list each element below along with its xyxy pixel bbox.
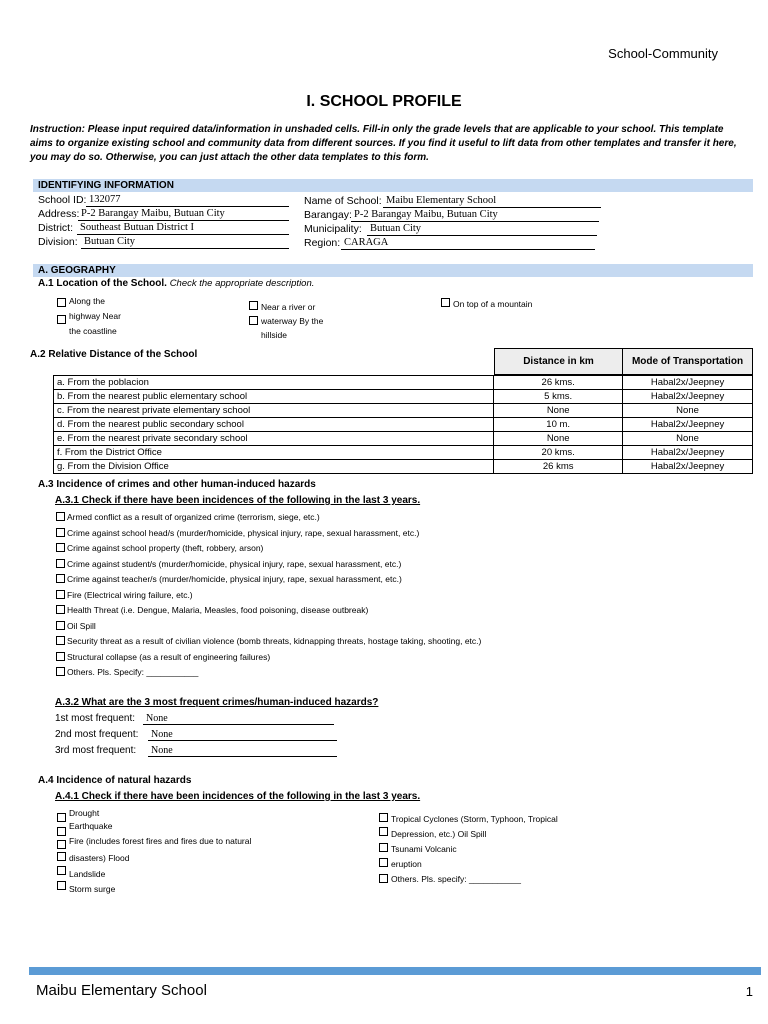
distance-row-label: d. From the nearest public secondary school <box>54 418 494 432</box>
location-options-col2 <box>261 300 323 342</box>
region-label: Region: <box>304 237 341 249</box>
school-name-label: Name of School: <box>304 195 382 207</box>
distance-value[interactable]: None <box>494 432 623 446</box>
transport-mode-value[interactable]: Habal2x/Jeepney <box>623 376 753 390</box>
a31-heading: A.3.1 Check if there have been incidences of the following in the last 3 years. <box>55 495 421 506</box>
hazard-item[interactable] <box>56 572 481 588</box>
distance-row-label: f. From the District Office <box>54 446 494 460</box>
hazard-item[interactable] <box>56 557 481 573</box>
natural-cyclone-checkbox[interactable] <box>379 813 388 822</box>
hazard-label: Crime against school head/s (murder/homicide, physical injury, rape, sexual harassment, etc.) <box>67 527 420 538</box>
hazard-item[interactable] <box>56 541 481 557</box>
hazard-label: Oil Spill <box>67 620 96 631</box>
distance-row-label: a. From the poblacion <box>54 376 494 390</box>
location-option-text: hillside <box>261 330 287 340</box>
natural-others-checkbox[interactable] <box>379 874 388 883</box>
hazard-label: Health Threat (i.e. Dengue, Malaria, Measles, food poisoning, disease outbreak) <box>67 605 369 615</box>
freq-2-field[interactable]: None <box>148 729 337 741</box>
distance-table <box>53 375 753 474</box>
hazard-checkbox[interactable] <box>56 667 65 676</box>
hazard-checkbox[interactable] <box>56 574 65 583</box>
natural-tsunami-checkbox[interactable] <box>379 843 388 852</box>
hazard-label: Crime against school property (theft, robbery, arson) <box>67 543 264 553</box>
freq-2-label: 2nd most frequent: <box>55 729 139 740</box>
distance-value[interactable]: 26 kms. <box>494 376 623 390</box>
hazard-label: Crime against student/s (murder/homicide, physical injury, rape, sexual harassment, etc.) <box>67 558 402 569</box>
address-label: Address: <box>38 208 80 220</box>
hazard-checkbox[interactable] <box>56 512 65 521</box>
location-near-river-checkbox[interactable] <box>249 301 258 310</box>
hazard-checkbox[interactable] <box>56 559 65 568</box>
a4-heading: A.4 Incidence of natural hazards <box>38 775 192 786</box>
natural-option-text: eruption <box>391 859 422 869</box>
hazard-checkbox[interactable] <box>56 543 65 552</box>
natural-option-text: Landslide <box>69 869 106 879</box>
hazard-checkbox[interactable] <box>56 636 65 645</box>
distance-row-label: c. From the nearest private elementary school <box>54 404 494 418</box>
natural-volcanic-checkbox[interactable] <box>379 858 388 867</box>
distance-row <box>54 418 753 432</box>
location-options-col1 <box>69 294 121 339</box>
hazard-label: Armed conflict as a result of organized crime (terrorism, siege, etc.) <box>67 512 320 522</box>
hazard-checkbox[interactable] <box>56 652 65 661</box>
natural-option-text: Tsunami Volcanic <box>391 844 457 854</box>
hazard-item[interactable] <box>56 510 481 526</box>
address-field[interactable]: P-2 Barangay Maibu, Butuan City <box>78 208 289 221</box>
distance-value[interactable]: None <box>494 404 623 418</box>
distance-value[interactable]: 5 kms. <box>494 390 623 404</box>
natural-option-text: Others. Pls. specify: ___________ <box>391 874 521 884</box>
transport-mode-value[interactable]: Habal2x/Jeepney <box>623 460 753 474</box>
school-id-field[interactable]: 132077 <box>86 194 289 207</box>
distance-row <box>54 390 753 404</box>
location-option-text: Along the <box>69 296 105 306</box>
freq-3-field[interactable]: None <box>148 745 337 757</box>
hazard-label: Security threat as a result of civilian violence (bomb threats, kidnapping threats, hostage taking, shooting, etc.) <box>67 636 482 646</box>
footer-school-name: Maibu Elementary School <box>36 982 207 999</box>
transport-mode-value[interactable]: Habal2x/Jeepney <box>623 418 753 432</box>
transport-mode-value[interactable]: None <box>623 404 753 418</box>
hazard-item[interactable] <box>56 665 481 681</box>
natural-storm-surge-checkbox[interactable] <box>57 881 66 890</box>
location-along-highway-checkbox[interactable] <box>57 298 66 307</box>
distance-value[interactable]: 26 kms <box>494 460 623 474</box>
natural-oil-spill-checkbox[interactable] <box>379 827 388 836</box>
distance-row <box>54 404 753 418</box>
location-near-coastline-checkbox[interactable] <box>57 315 66 324</box>
distance-row <box>54 446 753 460</box>
a1-label: A.1 Location of the School. <box>38 278 167 289</box>
natural-options-left <box>69 807 251 897</box>
a3-heading: A.3 Incidence of crimes and other human-induced hazards <box>38 479 316 490</box>
a41-heading: A.4.1 Check if there have been incidences of the following in the last 3 years. <box>55 791 421 802</box>
a32-heading: A.3.2 What are the 3 most frequent crimes/human-induced hazards? <box>55 697 379 708</box>
natural-option-text: Tropical Cyclones (Storm, Typhoon, Tropical <box>391 814 558 824</box>
footer-bar <box>29 967 761 975</box>
natural-option-text: Depression, etc.) Oil Spill <box>391 829 487 839</box>
hazard-item[interactable] <box>56 619 481 635</box>
location-option-text: the coastline <box>69 326 117 336</box>
identifying-info-heading: IDENTIFYING INFORMATION <box>33 179 753 192</box>
location-option-text: On top of a mountain <box>453 299 533 309</box>
page-title: I. SCHOOL PROFILE <box>306 93 462 110</box>
hazard-checkbox[interactable] <box>56 590 65 599</box>
hazard-label: Others. Pls. Specify: ___________ <box>67 667 199 677</box>
natural-flood-checkbox[interactable] <box>57 852 66 861</box>
school-id-label: School ID: <box>38 194 87 206</box>
freq-1-field[interactable]: None <box>143 713 334 725</box>
natural-earthquake-checkbox[interactable] <box>57 827 66 836</box>
hazard-checkbox[interactable] <box>56 605 65 614</box>
distance-table-header <box>494 348 753 375</box>
location-hillside-checkbox[interactable] <box>249 316 258 325</box>
natural-option-text: Storm surge <box>69 884 116 894</box>
natural-drought-checkbox[interactable] <box>57 813 66 822</box>
geography-heading: A. GEOGRAPHY <box>33 264 753 277</box>
transport-mode-value[interactable]: None <box>623 432 753 446</box>
instruction-text: Instruction: Please input required data/information in unshaded cells. Fill-in only the grade levels that are applicable to your school. This template aims to organize existing school and community data from different sources. If you find it useful to lift data from other templates and transfer it here, you may do so. Otherwise, you can just attach the other data templates to this form. <box>30 124 737 163</box>
transport-mode-value[interactable]: Habal2x/Jeepney <box>623 446 753 460</box>
distance-row-label: b. From the nearest public elementary school <box>54 390 494 404</box>
hazard-item[interactable] <box>56 526 481 542</box>
hazard-item[interactable] <box>56 650 481 666</box>
distance-row-label: e. From the nearest private secondary school <box>54 432 494 446</box>
natural-option-text: Earthquake <box>69 821 113 831</box>
municipality-label: Municipality: <box>304 223 362 235</box>
distance-row <box>54 376 753 390</box>
a1-location-heading <box>38 278 314 289</box>
barangay-label: Barangay: <box>304 209 352 221</box>
distance-row <box>54 432 753 446</box>
location-option-text: Near a river or <box>261 302 316 312</box>
hazard-item[interactable] <box>56 634 481 650</box>
hazard-label: Fire (Electrical wiring failure, etc.) <box>67 589 193 600</box>
distance-value[interactable]: 10 m. <box>494 418 623 432</box>
distance-row-label: g. From the Division Office <box>54 460 494 474</box>
human-hazard-list <box>56 510 481 681</box>
hazard-item[interactable] <box>56 603 481 619</box>
natural-option-text: disasters) Flood <box>69 853 130 863</box>
region-field[interactable]: CARAGA <box>341 237 595 250</box>
location-option-text: highway Near <box>69 311 121 321</box>
page-number: 1 <box>745 984 753 999</box>
location-mountain-checkbox[interactable] <box>441 298 450 307</box>
a1-instruction: Check the appropriate description. <box>169 278 315 289</box>
hazard-checkbox[interactable] <box>56 528 65 537</box>
school-name-field[interactable]: Maibu Elementary School <box>383 195 601 208</box>
distance-value[interactable]: 20 kms. <box>494 446 623 460</box>
division-field[interactable]: Butuan City <box>81 236 289 249</box>
natural-landslide-checkbox[interactable] <box>57 866 66 875</box>
hazard-label: Crime against teacher/s (murder/homicide, physical injury, rape, sexual harassment, etc.) <box>67 574 402 584</box>
header-section-label: School-Community <box>608 46 718 61</box>
district-label: District: <box>38 222 73 234</box>
division-label: Division: <box>38 236 78 248</box>
distance-row <box>54 460 753 474</box>
mode-column-header: Mode of Transportation <box>622 348 753 375</box>
a2-distance-heading: A.2 Relative Distance of the School <box>30 349 198 360</box>
freq-1-label: 1st most frequent: <box>55 713 136 724</box>
distance-column-header: Distance in km <box>494 348 623 375</box>
transport-mode-value[interactable]: Habal2x/Jeepney <box>623 390 753 404</box>
natural-options-right <box>391 812 558 887</box>
freq-3-label: 3rd most frequent: <box>55 745 137 756</box>
hazard-label: Structural collapse (as a result of engineering failures) <box>67 651 271 662</box>
district-field[interactable]: Southeast Butuan District I <box>77 222 289 235</box>
barangay-field[interactable]: P-2 Barangay Maibu, Butuan City <box>351 209 599 222</box>
natural-option-text: Drought <box>69 808 100 818</box>
natural-fire-checkbox[interactable] <box>57 840 66 849</box>
municipality-field[interactable]: Butuan City <box>367 223 597 236</box>
hazard-checkbox[interactable] <box>56 621 65 630</box>
location-option-text: waterway By the <box>261 316 324 326</box>
natural-option-text: Fire (includes forest fires and fires due to natural <box>69 836 252 846</box>
hazard-item[interactable] <box>56 588 481 604</box>
